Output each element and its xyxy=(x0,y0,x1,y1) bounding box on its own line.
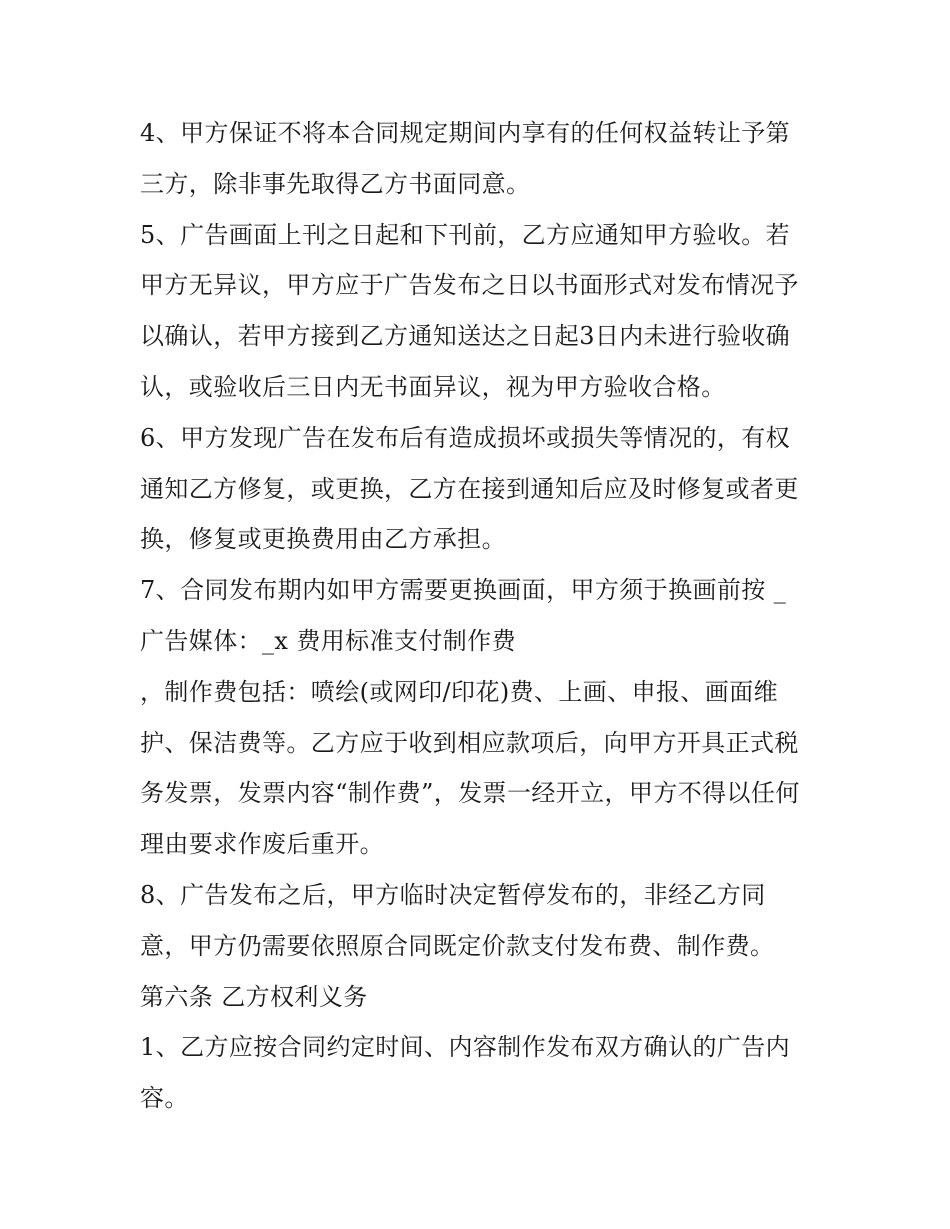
text-line: 以确认，若甲方接到乙方通知送达之日起3日内未进行验收确 xyxy=(140,322,791,351)
text-line: 换，修复或更换费用由乙方承担。 xyxy=(140,525,506,554)
text-line: 通知乙方修复，或更换，乙方在接到通知后应及时修复或者更 xyxy=(140,474,799,503)
text-line: 4、甲方保证不将本合同规定期间内享有的任何权益转让予第 xyxy=(140,119,791,147)
text-line: 护、保洁费等。乙方应于收到相应款项后，向甲方开具正式税 xyxy=(140,728,799,757)
document-body xyxy=(140,108,820,1124)
text-line: ，制作费包括：喷绘(或网印/印花)费、上画、申报、画面维 xyxy=(140,677,779,706)
text-line: 1、乙方应按合同约定时间、内容制作发布双方确认的广告内 xyxy=(140,1033,791,1062)
section-heading: 第六条 乙方权利义务 xyxy=(140,982,368,1011)
text-line: 6、甲方发现广告在发布后有造成损坏或损失等情况的，有权 xyxy=(140,423,791,452)
text-line: 5、广告画面上刊之日起和下刊前，乙方应通知甲方验收。若 xyxy=(140,220,791,249)
text-line: 7、合同发布期内如甲方需要更换画面，甲方须于换画前按 _ xyxy=(140,576,787,605)
text-line: 意，甲方仍需要依照原合同既定价款支付发布费、制作费。 xyxy=(140,931,775,960)
text-line: 广告媒体：_x 费用标准支付制作费 xyxy=(140,626,516,655)
text-line: 认，或验收后三日内无书面异议，视为甲方验收合格。 xyxy=(140,372,726,401)
text-line: 理由要求作废后重开。 xyxy=(140,830,384,859)
text-line: 容。 xyxy=(140,1084,189,1113)
text-line: 8、广告发布之后，甲方临时决定暂停发布的，非经乙方同 xyxy=(140,880,766,909)
text-line: 三方，除非事先取得乙方书面同意。 xyxy=(140,169,531,198)
text-line: 务发票，发票内容“制作费”，发票一经开立，甲方不得以任何 xyxy=(140,779,800,808)
text-line: 甲方无异议，甲方应于广告发布之日以书面形式对发布情况予 xyxy=(140,271,799,300)
